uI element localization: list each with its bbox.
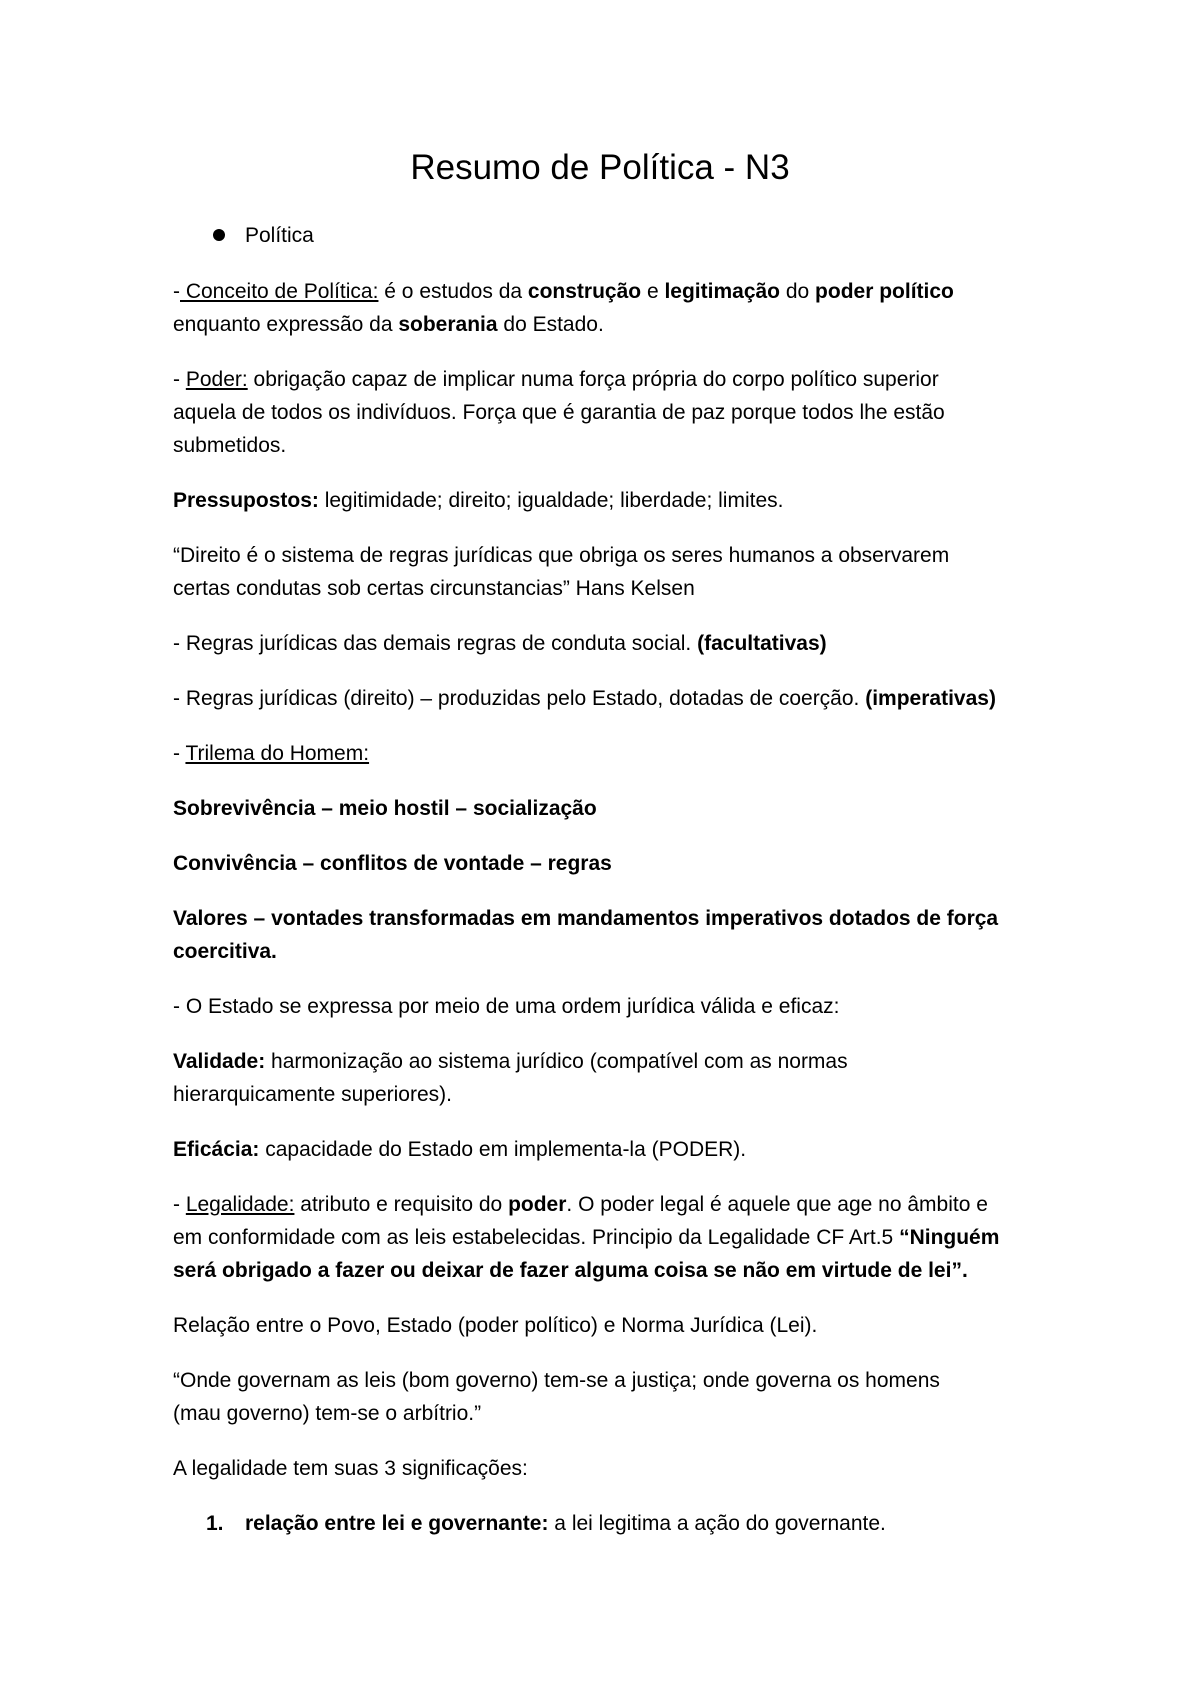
- bold-term: (facultativas): [697, 632, 827, 655]
- paragraph-valores: [173, 902, 1053, 968]
- bold-line: Convivência – conflitos de vontade – regras: [173, 852, 612, 875]
- paragraph-trilema: [173, 737, 1053, 770]
- bold-term: construção: [527, 280, 642, 303]
- text-run: em conformidade com as leis estabelecidas. Principio da Legalidade CF Art.5: [173, 1226, 900, 1249]
- text-run: -: [173, 1193, 186, 1216]
- text-run: - Regras jurídicas (direito) – produzidas pelo Estado, dotadas de coerção.: [173, 687, 866, 710]
- paragraph-significacoes: A legalidade tem suas 3 significações:: [173, 1457, 528, 1480]
- term-label: Legalidade:: [185, 1193, 295, 1216]
- text-run: -: [173, 280, 180, 303]
- bullet-icon: [213, 229, 225, 241]
- bold-term: poder político: [815, 280, 954, 303]
- list-item: [245, 1507, 1065, 1540]
- bold-term: relação entre lei e governante:: [245, 1512, 549, 1535]
- paragraph-pressupostos: [173, 484, 1053, 517]
- text-run: . O poder legal é aquele que age no âmbito e: [566, 1193, 988, 1216]
- bold-term: Pressupostos:: [173, 489, 319, 512]
- bold-term: soberania: [398, 313, 498, 336]
- bold-term: (imperativas): [865, 687, 996, 710]
- text-run: hierarquicamente superiores).: [173, 1083, 452, 1106]
- bold-line: Valores – vontades transformadas em mandamentos imperativos dotados de força: [173, 907, 999, 930]
- paragraph-onde-governam: [173, 1364, 1053, 1430]
- text-run: “Onde governam as leis (bom governo) tem-se a justiça; onde governa os homens: [173, 1369, 940, 1392]
- text-run: - Regras jurídicas das demais regras de conduta social.: [173, 632, 698, 655]
- text-run: do: [780, 280, 816, 303]
- text-run: -: [173, 742, 186, 765]
- text-run: -: [173, 368, 186, 391]
- text-run: legitimidade; direito; igualdade; liberdade; limites.: [318, 489, 784, 512]
- paragraph-sobrevivencia: [173, 792, 1053, 825]
- paragraph-estado: - O Estado se expressa por meio de uma ordem jurídica válida e eficaz:: [173, 995, 840, 1018]
- text-run: (mau governo) tem-se o arbítrio.”: [173, 1402, 482, 1425]
- text-run: do Estado.: [497, 313, 604, 336]
- list-number: 1.: [206, 1512, 224, 1535]
- paragraph-legalidade: [173, 1188, 1053, 1287]
- text-run: enquanto expressão da: [173, 313, 399, 336]
- paragraph-eficacia: [173, 1133, 1053, 1166]
- paragraph-kelsen-quote: [173, 539, 1053, 605]
- bold-term: Validade:: [173, 1050, 266, 1073]
- paragraph-conceito: [173, 275, 1053, 341]
- paragraph-relacao: Relação entre o Povo, Estado (poder político) e Norma Jurídica (Lei).: [173, 1314, 818, 1337]
- bold-line: coercitiva.: [173, 940, 277, 963]
- text-run: a lei legitima a ação do governante.: [548, 1512, 886, 1535]
- bold-term: “Ninguém: [899, 1226, 1000, 1249]
- text-run: capacidade do Estado em implementa-la (PODER).: [259, 1138, 747, 1161]
- text-run: submetidos.: [173, 434, 287, 457]
- bold-term: poder: [508, 1193, 567, 1216]
- bullet-item: Política: [245, 224, 314, 247]
- text-run: obrigação capaz de implicar numa força própria do corpo político superior: [247, 368, 939, 391]
- bold-line: será obrigado a fazer ou deixar de fazer alguma coisa se não em virtude de lei”.: [173, 1259, 968, 1282]
- term-label: Trilema do Homem:: [185, 742, 370, 765]
- document-title: Resumo de Política - N3: [410, 148, 790, 187]
- paragraph-convivencia: [173, 847, 1053, 880]
- text-run: “Direito é o sistema de regras jurídicas que obriga os seres humanos a observarem: [173, 544, 950, 567]
- paragraph-poder: [173, 363, 1053, 462]
- text-run: aquela de todos os indivíduos. Força que é garantia de paz porque todos lhe estão: [173, 401, 945, 424]
- paragraph-regras-facultativas: [173, 627, 1053, 660]
- paragraph-regras-imperativas: [173, 682, 1053, 715]
- bold-line: Sobrevivência – meio hostil – socialização: [173, 797, 597, 820]
- bold-term: legitimação: [664, 280, 781, 303]
- term-label: Conceito de Política:: [180, 280, 379, 303]
- text-run: harmonização ao sistema jurídico (compatível com as normas: [265, 1050, 848, 1073]
- text-run: e: [641, 280, 665, 303]
- term-label: Poder:: [185, 368, 248, 391]
- text-run: é o estudos da: [378, 280, 528, 303]
- text-run: atributo e requisito do: [294, 1193, 509, 1216]
- text-run: certas condutas sob certas circunstancias” Hans Kelsen: [173, 577, 695, 600]
- bold-term: Eficácia:: [173, 1138, 260, 1161]
- paragraph-validade: [173, 1045, 1053, 1111]
